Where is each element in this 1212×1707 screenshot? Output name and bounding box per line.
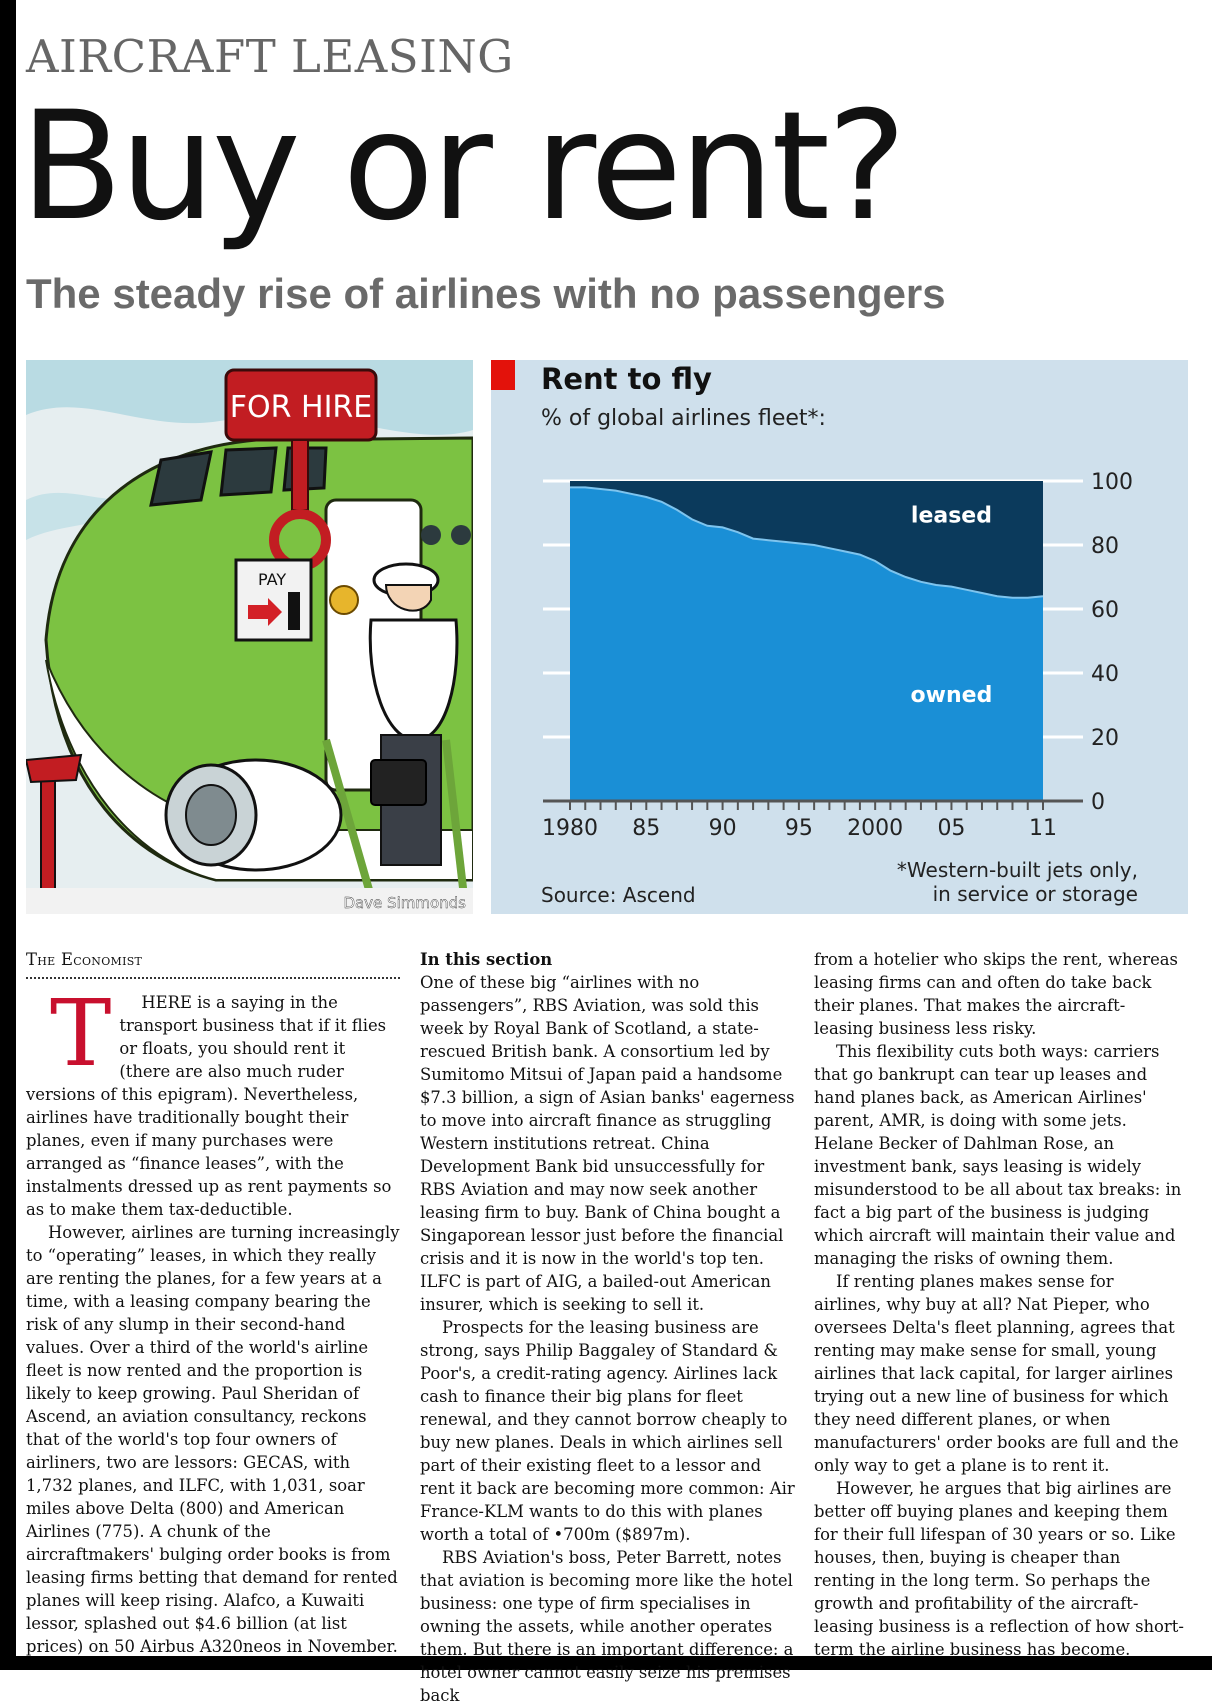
chart-source: Source: Ascend bbox=[541, 883, 696, 907]
y-tick-label: 80 bbox=[1091, 534, 1119, 559]
chart-footnote-line1: *Western-built jets only, bbox=[896, 858, 1138, 882]
cartoon-illustration bbox=[26, 360, 473, 914]
y-tick-label: 100 bbox=[1091, 470, 1133, 495]
y-axis bbox=[1091, 470, 1133, 815]
pay-label: PAY bbox=[258, 570, 287, 589]
series-label-leased: leased bbox=[910, 503, 992, 529]
article-column-3 bbox=[814, 948, 1184, 1661]
y-tick-label: 60 bbox=[1091, 598, 1119, 623]
rent-to-fly-chart bbox=[491, 360, 1188, 914]
x-tick-label: 11 bbox=[1029, 816, 1057, 841]
x-tick-label: 2000 bbox=[847, 816, 904, 841]
sign-text: FOR HIRE bbox=[229, 390, 373, 425]
y-tick-label: 0 bbox=[1091, 790, 1105, 815]
drop-cap: T bbox=[50, 980, 112, 1087]
y-tick-label: 40 bbox=[1091, 662, 1119, 687]
chart-subtitle: % of global airlines fleet*: bbox=[541, 406, 826, 431]
chart-panel bbox=[491, 360, 1188, 914]
article-paragraph: Prospects for the leasing business are strong, says Philip Baggaley of Standard & Poor's, a credit-rating agency. Airlines lack cash to finance their big plans for fleet renewal, and they cannot borrow cheaply to buy new planes. Deals in which airlines sell part of their existing fleet to a lessor and rent it back are becoming more common: Air France-KLM wants to do this with planes worth a total of •700m ($897m). bbox=[420, 1318, 795, 1544]
x-axis bbox=[542, 801, 1083, 841]
article-column-2 bbox=[420, 948, 798, 1707]
lead-paragraph-text: HERE is a saying in the transport business that if it flies or floats, you should rent it (there are also much ruder versions of this epigram). Nevertheless, airlines have traditionally bought their planes, even if many purchases were arranged as “finance leases”, with the instalments dressed up as rent payments so as to make them tax-deductible. bbox=[26, 993, 392, 1219]
article-paragraph: If renting planes makes sense for airlines, why buy at all? Nat Pieper, who oversees Delta's fleet planning, agrees that renting may make sense for small, young airlines that lack capital, for larger airlines trying out a new line of business for which they need different planes, or when manufacturers' order books are full and the only way to get a plane is to rent it. bbox=[814, 1272, 1179, 1475]
x-tick-label: 05 bbox=[937, 816, 966, 841]
x-tick-label: 95 bbox=[784, 816, 813, 841]
article-paragraph: This flexibility cuts both ways: carriers that go bankrupt can tear up leases and hand planes back, as American Airlines' parent, AMR, is doing with some jets. Helane Becker of Dahlman Rose, an investment bank, says leasing is widely misunderstood to be all about tax breaks: in fact a big part of the business is judging which aircraft will maintain their value and managing the risks of owning them. bbox=[814, 1042, 1182, 1268]
byline-rule bbox=[26, 977, 400, 979]
section-link-label[interactable]: In this section bbox=[420, 950, 553, 969]
page-frame-left bbox=[0, 0, 16, 1670]
chart-footnote bbox=[897, 858, 1138, 906]
x-tick-label: 1980 bbox=[542, 816, 598, 841]
series-label-owned: owned bbox=[910, 682, 993, 708]
subheadline: The steady rise of airlines with no passengers bbox=[26, 270, 946, 317]
article-paragraph bbox=[26, 980, 400, 1221]
article-column-1 bbox=[26, 948, 400, 1658]
article-paragraph: However, airlines are turning increasingly to “operating” leases, in which they really are renting the planes, for a few years at a time, with a leasing company bearing the risk of any slump in their second-hand values. Over a third of the world's airline fleet is now rented and the proportion is likely to keep growing. Paul Sheridan of Ascend, an aviation consultancy, reckons that of the world's top four owners of airliners, two are lessors: GECAS, with 1,732 planes, and ILFC, with 1,031, soar miles above Delta (800) and American Airlines (775). A chunk of the aircraftmakers' bulging order books is from leasing firms betting that demand for rented planes will keep rising. Alafco, a Kuwaiti lessor, splashed out $4.6 billion (at list prices) on 50 Airbus A320neos in November. bbox=[26, 1223, 400, 1656]
headline: Buy or rent? bbox=[20, 80, 904, 254]
byline: The Economist bbox=[26, 950, 143, 969]
article-paragraph: RBS Aviation's boss, Peter Barrett, notes that aviation is becoming more like the hotel business: one type of firm specialises in owning the assets, while another operates them. But there is an important difference: a hotel owner cannot easily seize his premises back bbox=[420, 1548, 794, 1705]
section-kicker: AIRCRAFT LEASING bbox=[26, 30, 514, 83]
cartoon-drawing bbox=[26, 360, 473, 914]
x-tick-label: 85 bbox=[632, 816, 661, 841]
article-paragraph: from a hotelier who skips the rent, whereas leasing firms can and often do take back their planes. That makes the aircraft-leasing business less risky. bbox=[814, 950, 1178, 1038]
article-paragraph: One of these big “airlines with no passengers”, RBS Aviation, was sold this week by Royal Bank of Scotland, a state-rescued British bank. A consortium led by Sumitomo Mitsui of Japan paid a handsome $7.3 billion, a sign of Asian banks' eagerness to move into aircraft finance as struggling Western institutions retreat. China Development Bank bid unsuccessfully for RBS Aviation and may now seek another leasing firm to buy. Bank of China bought a Singaporean lessor just before the financial crisis and it is now in the world's top ten. ILFC is part of AIG, a bailed-out American insurer, which is seeking to sell it. bbox=[420, 973, 795, 1314]
y-tick-label: 20 bbox=[1091, 726, 1119, 751]
chart-title: Rent to fly bbox=[541, 362, 712, 396]
cartoon-credit: Dave Simmonds bbox=[343, 894, 466, 912]
article-paragraph: However, he argues that big airlines are better off buying planes and keeping them for their full lifespan of 30 years or so. Like houses, then, buying is cheaper than renting in the long term. So perhaps the growth and profitability of the aircraft-leasing business is a reflection of how short-term the airline business has become. bbox=[814, 1479, 1184, 1659]
chart-footnote-line2: in service or storage bbox=[932, 882, 1138, 906]
x-tick-label: 90 bbox=[708, 816, 737, 841]
